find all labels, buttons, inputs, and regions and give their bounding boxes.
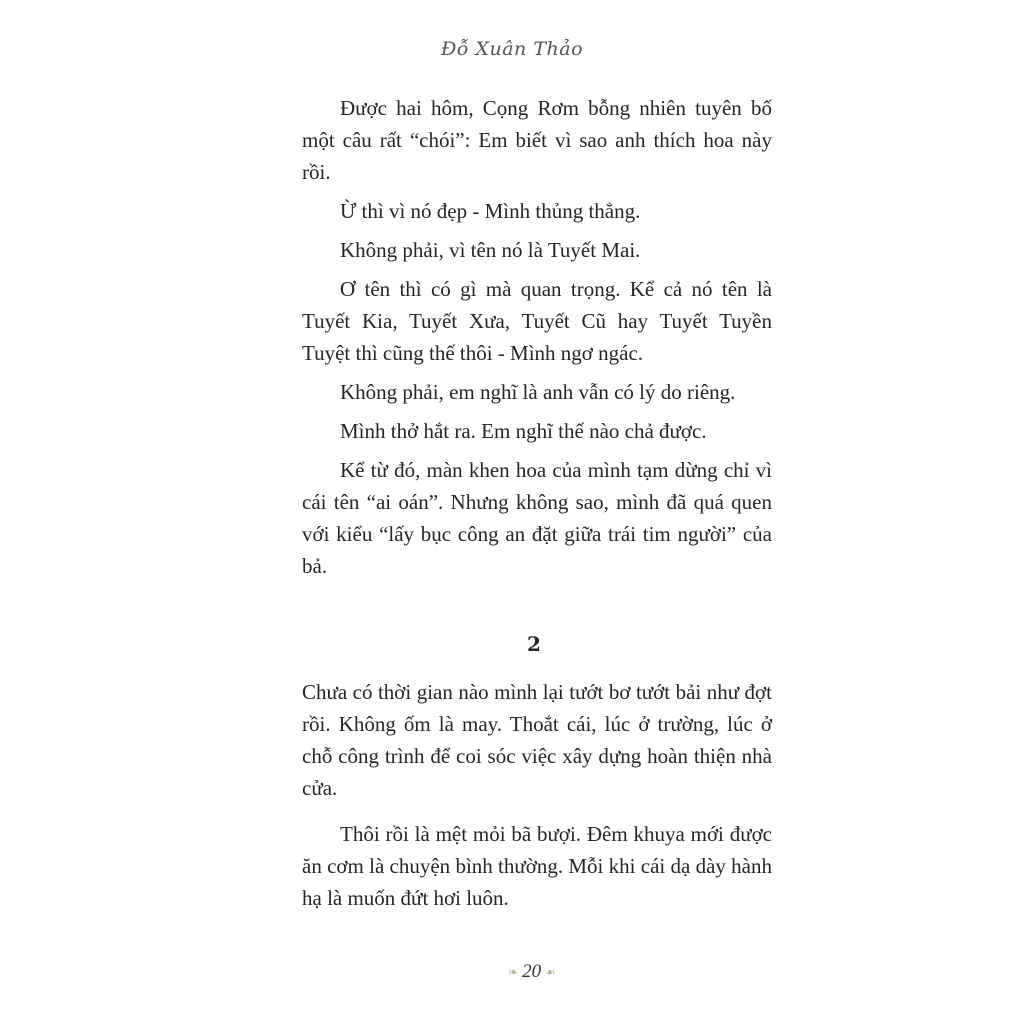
paragraph: Kể từ đó, màn khen hoa của mình tạm dừng chỉ vì cái tên “ai oán”. Nhưng không sao, mình đã quá quen với kiểu “lấy bục công an đặt giữa trái tim người” của bả. xyxy=(302,458,772,578)
paragraph: Ơ tên thì có gì mà quan trọng. Kể cả nó tên là Tuyết Kia, Tuyết Xưa, Tuyết Cũ hay Tuyết Tuyền Tuyệt thì cũng thế thôi - Mình ngơ ngác. xyxy=(302,277,772,365)
section-2-text xyxy=(302,676,772,914)
paragraph: Ừ thì vì nó đẹp - Mình thủng thẳng. xyxy=(340,199,641,223)
leaf-ornament-icon: ☙ xyxy=(545,965,556,980)
paragraph: Chưa có thời gian nào mình lại tướt bơ tướt bải như đợt rồi. Không ốm là may. Thoắt cái, lúc ở trường, lúc ở chỗ công trình để coi sóc việc xây dựng hoàn thiện nhà cửa. xyxy=(302,680,772,800)
paragraph: Không phải, em nghĩ là anh vẫn có lý do riêng. xyxy=(340,380,736,404)
running-header-author: Đỗ Xuân Thảo xyxy=(440,38,584,60)
paragraph: Mình thở hắt ra. Em nghĩ thế nào chả được. xyxy=(340,419,707,443)
paragraph: Thôi rồi là mệt mỏi bã bượi. Đêm khuya mới được ăn cơm là chuyện bình thường. Mỗi khi cái dạ dày hành hạ là muốn đứt hơi luôn. xyxy=(302,822,772,910)
section-number: 2 xyxy=(527,632,541,656)
page-number-footer xyxy=(0,961,1024,983)
section-1-text xyxy=(302,92,772,582)
paragraph: Được hai hôm, Cọng Rơm bỗng nhiên tuyên bố một câu rất “chói”: Em biết vì sao anh thích hoa này rồi. xyxy=(302,96,772,184)
page-number: 20 xyxy=(522,961,542,982)
paragraph: Không phải, vì tên nó là Tuyết Mai. xyxy=(340,238,641,262)
leaf-ornament-icon: ❧ xyxy=(508,965,519,980)
